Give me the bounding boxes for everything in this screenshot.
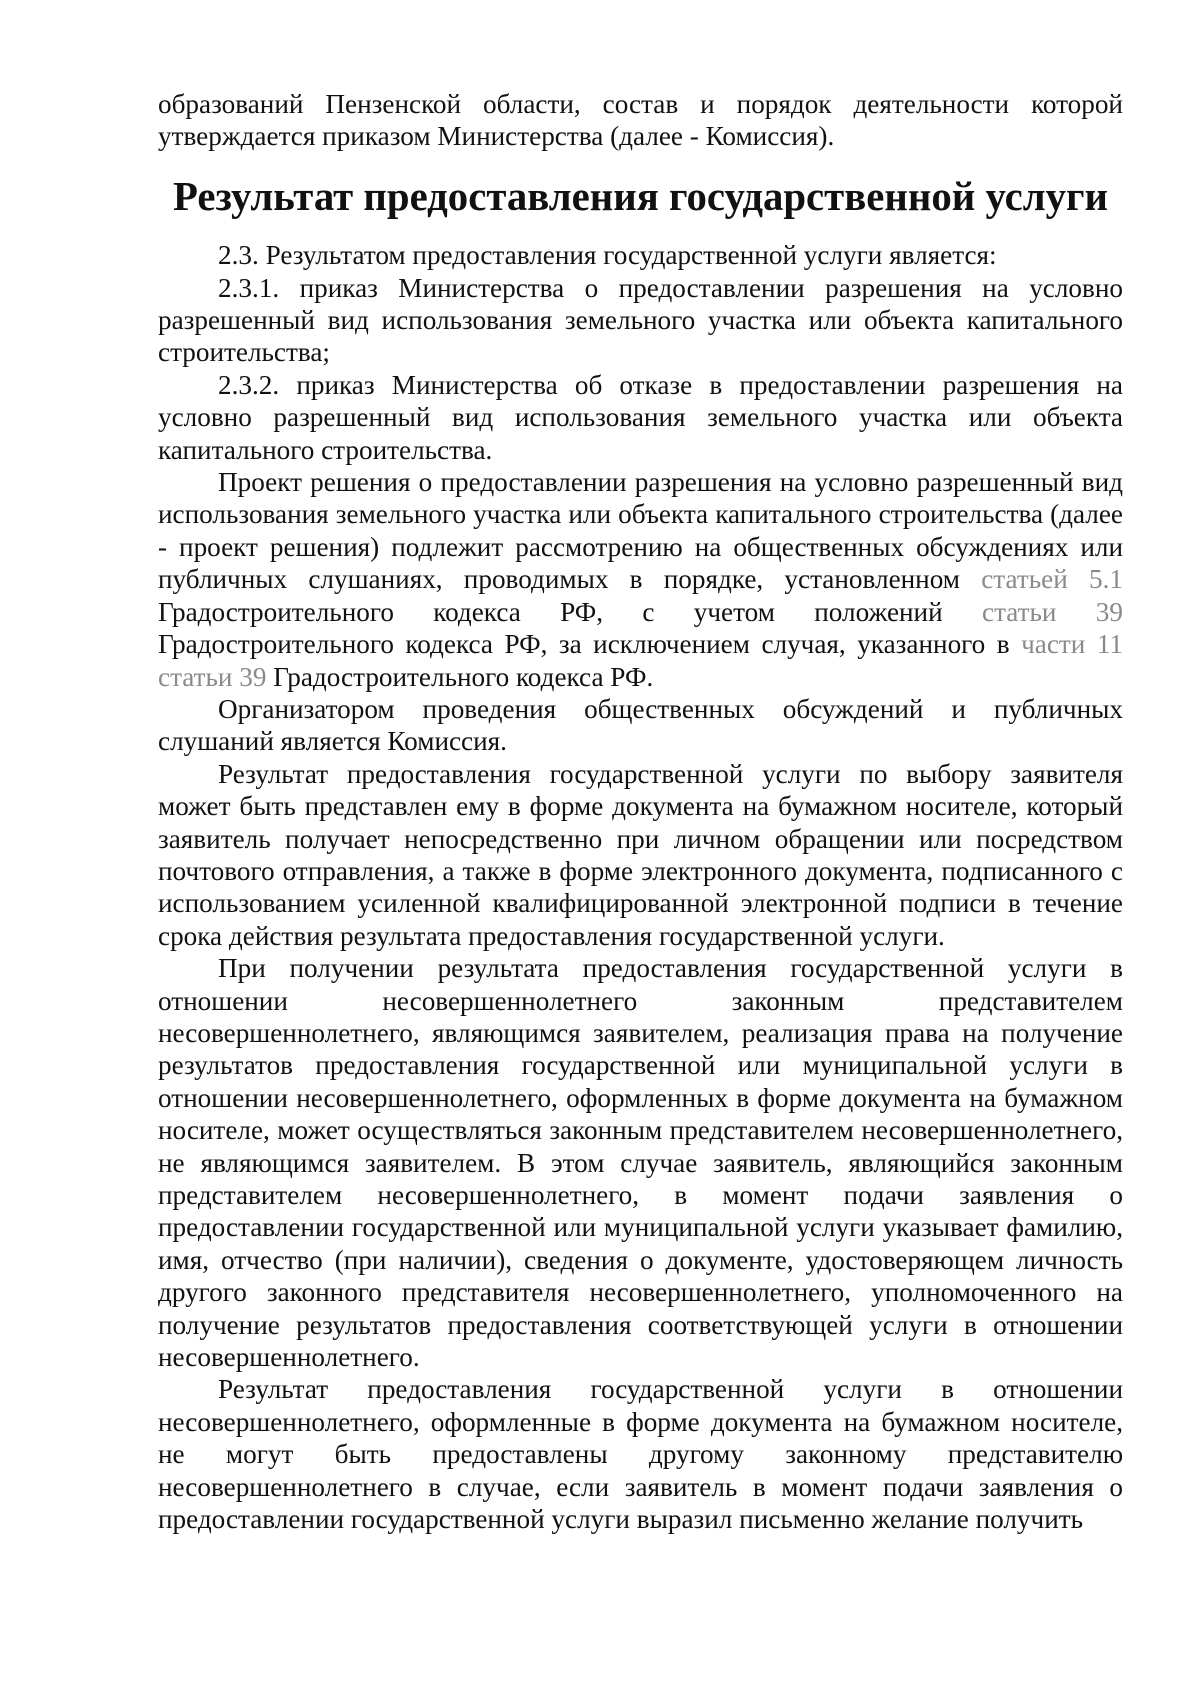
text-segment: Проект решения о предоставлении разрешения на условно разрешенный вид использования земельного участка или объекта капитального строительства (далее - проект решения) подлежит рассмотрению на общественных обсуждениях или публичных слушаниях, проводимых в порядке, установленном <box>158 467 1123 595</box>
text-segment: Градостроительного кодекса РФ, с учетом положений <box>158 596 982 627</box>
paragraph-intro: образований Пензенской области, состав и порядок деятельности которой утверждается приказом Министерства (далее - Комиссия). <box>158 89 1123 152</box>
paragraph-2-3: 2.3. Результатом предоставления государственной услуги является: <box>218 240 997 271</box>
text-segment: Градостроительного кодекса РФ, за исключением случая, указанного в <box>158 629 1022 660</box>
paragraph-result-form: Результат предоставления государственной услуги по выбору заявителя может быть представлен ему в форме документа на бумажном носителе, который заявитель получает непосредственно при личном обращении или посредством почтового отправления, а также в форме электронного документа, подписанного с использованием усиленной квалифицированной электронной подписи в течение срока действия результата предоставления государственной услуги. <box>158 758 1123 951</box>
text-segment: Градостроительного кодекса РФ. <box>266 661 654 692</box>
document-page <box>158 88 1123 1535</box>
paragraph-2-3-1: 2.3.1. приказ Министерства о предоставлении разрешения на условно разрешенный вид использования земельного участка или объекта капитального строительства; <box>158 272 1123 368</box>
paragraph-draft-decision <box>158 466 1123 693</box>
paragraph-minor-representative: При получении результата предоставления государственной услуги в отношении несовершеннолетнего законным представителем несовершеннолетнего, являющимся заявителем, реализация права на получение результатов предоставления государственной или муниципальной услуги в отношении несовершеннолетнего, оформленных в форме документа на бумажном носителе, может осуществляться законным представителем несовершеннолетнего, не являющимся заявителем. В этом случае заявитель, являющийся законным представителем несовершеннолетнего, в момент подачи заявления о предоставлении государственной или муниципальной услуги указывает фамилию, имя, отчество (при наличии), сведения о документе, удостоверяющем личность другого законного представителя несовершеннолетнего, уполномоченного на получение результатов предоставления соответствующей услуги в отношении несовершеннолетнего. <box>158 953 1123 1373</box>
law-reference-link[interactable]: статьи 39 <box>982 596 1123 627</box>
paragraph-minor-result: Результат предоставления государственной услуги в отношении несовершеннолетнего, оформленные в форме документа на бумажном носителе, не могут быть предоставлены другому законному представителю несовершеннолетнего в случае, если заявитель в момент подачи заявления о предоставлении государственной услуги выразил письменно желание получить <box>158 1374 1123 1535</box>
law-reference-link[interactable]: статьей 5.1 <box>981 564 1123 595</box>
paragraph-organizer: Организатором проведения общественных обсуждений и публичных слушаний является Комиссия. <box>158 693 1123 757</box>
law-reference-link[interactable]: части 11 статьи 39 <box>158 629 1123 692</box>
section-heading: Результат предоставления государственной услуги <box>172 173 1109 219</box>
paragraph-2-3-2: 2.3.2. приказ Министерства об отказе в предоставлении разрешения на условно разрешенный вид использования земельного участка или объекта капитального строительства. <box>158 369 1123 465</box>
